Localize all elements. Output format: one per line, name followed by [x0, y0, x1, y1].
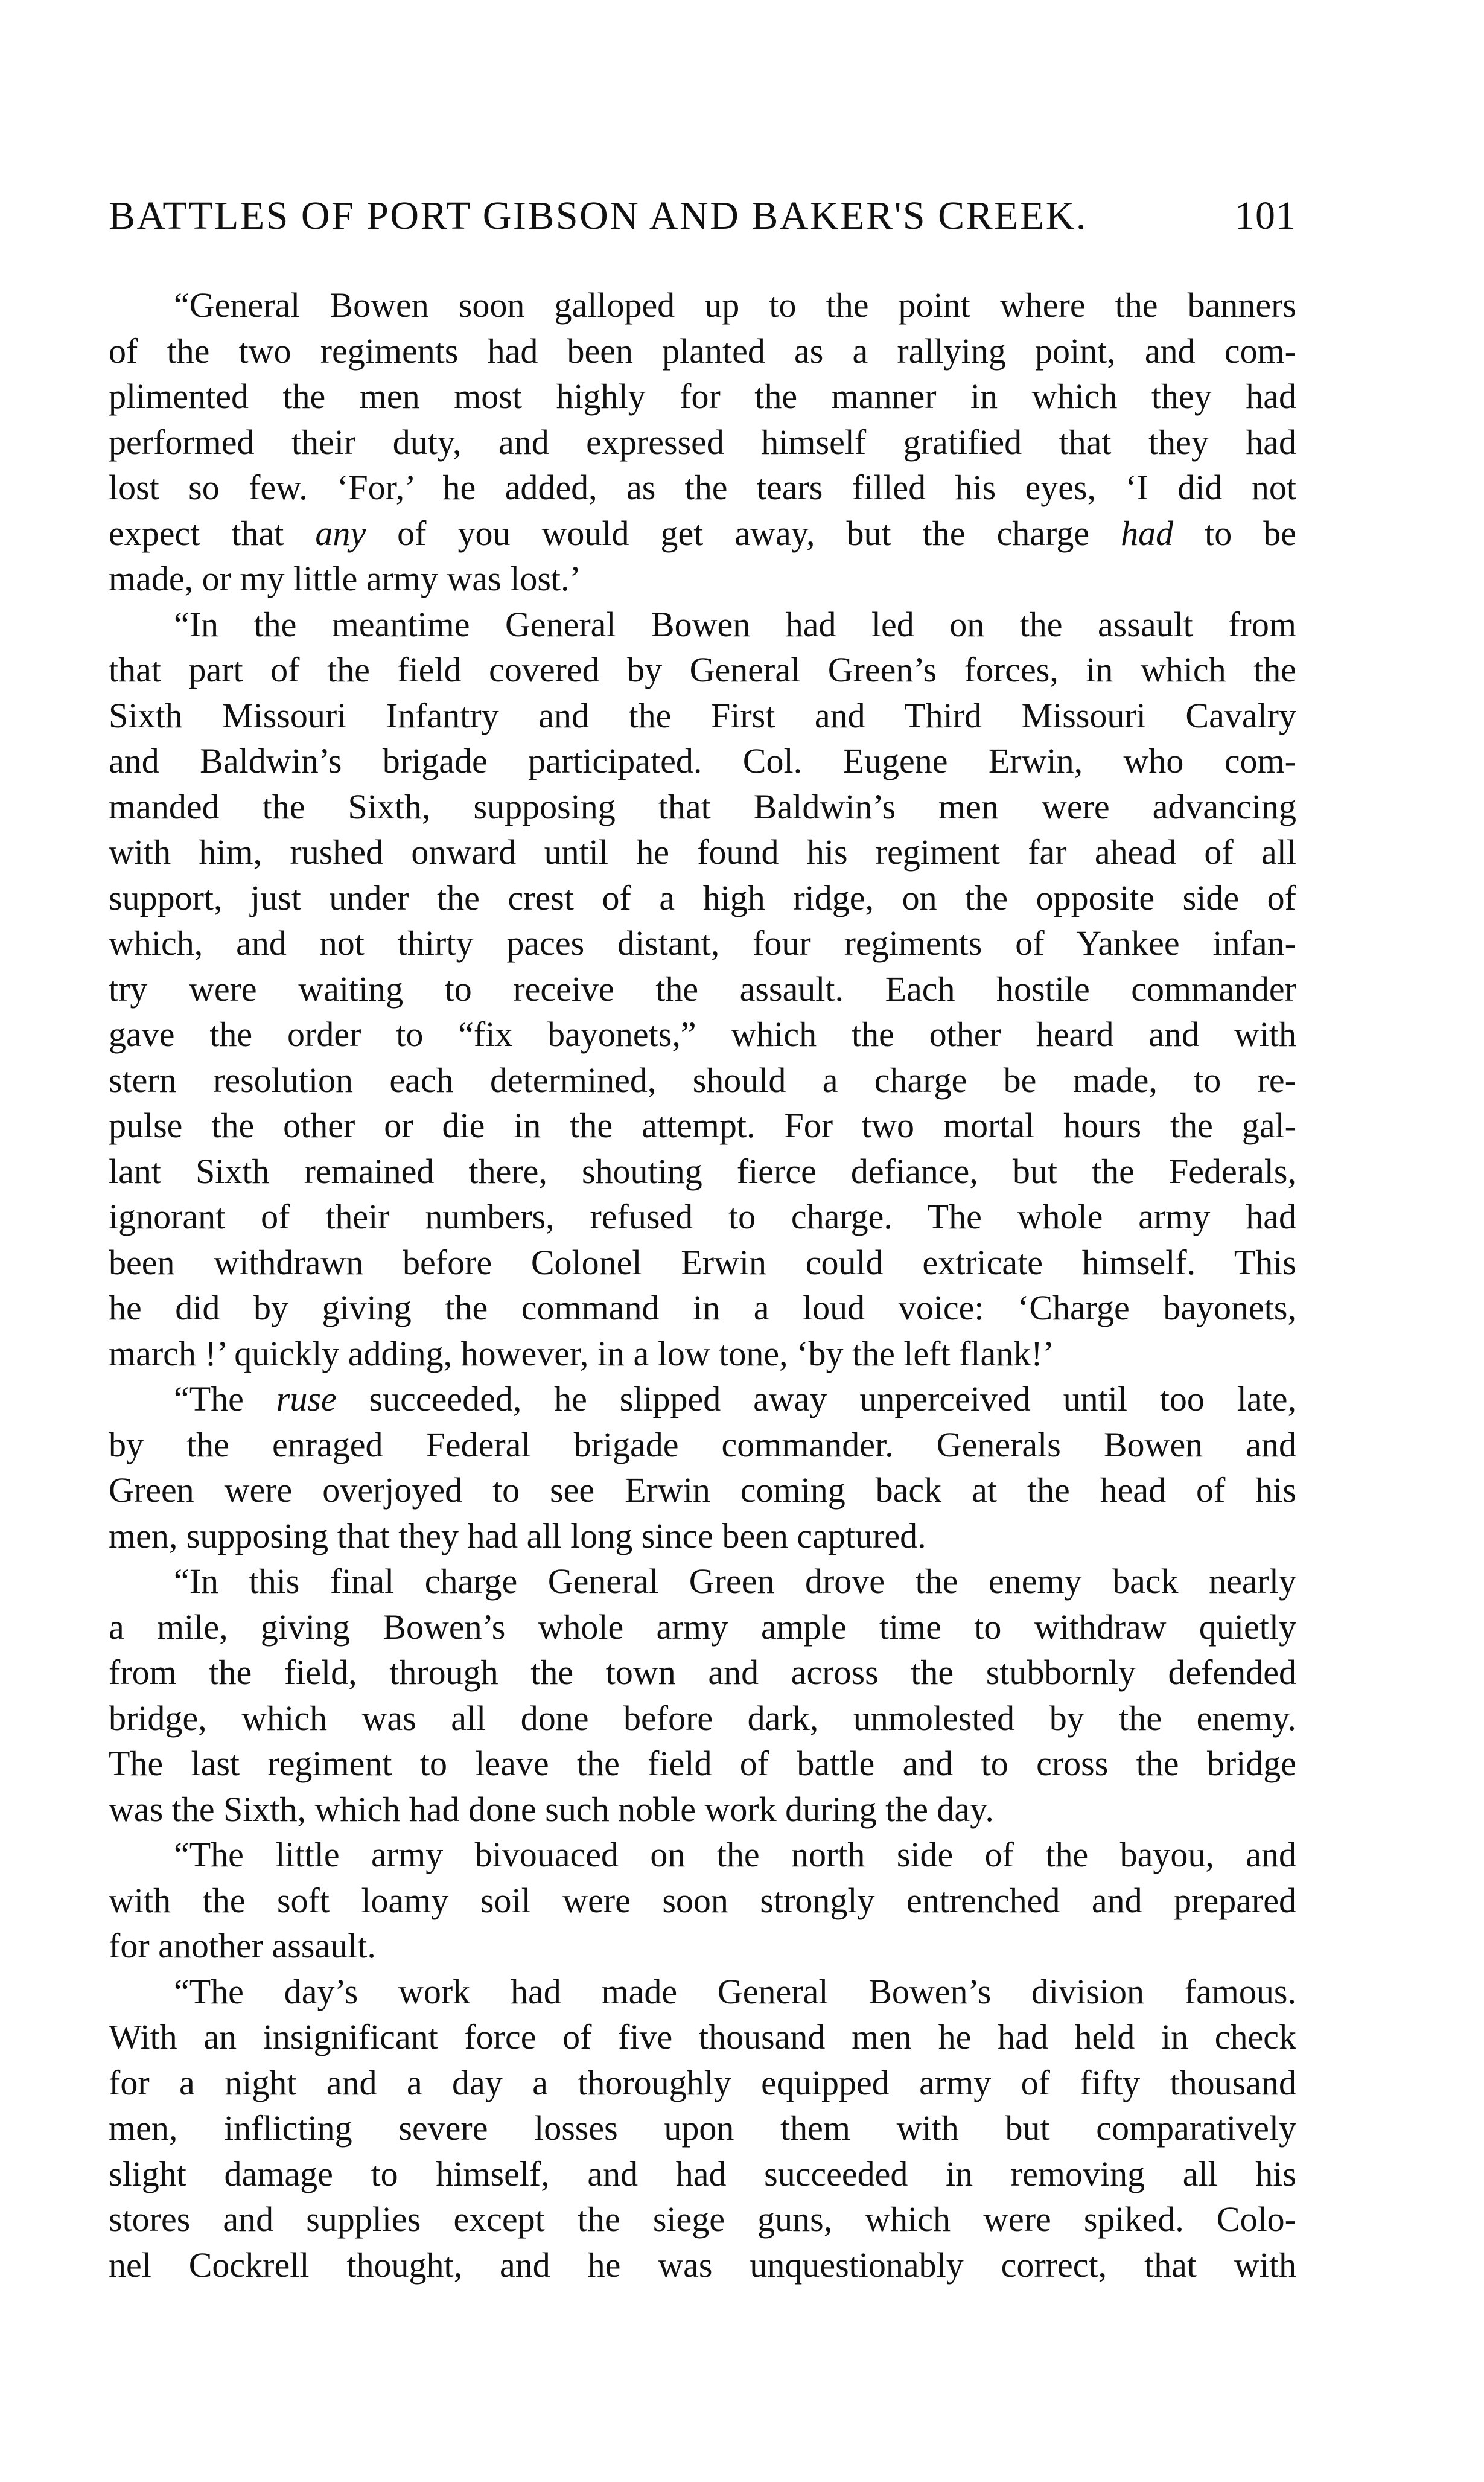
text-line: manded the Sixth, supposing that Baldwin’s men were advancing	[109, 786, 1296, 826]
text-line: men, inflicting severe losses upon them with but comparatively	[109, 2108, 1296, 2148]
italic-emphasis: ruse	[276, 1379, 337, 1418]
text-line: “The little army bivouaced on the north side of the bayou, and	[174, 1835, 1296, 1874]
text-line: stern resolution each determined, should a charge be made, to re-	[109, 1060, 1296, 1100]
text-line: for a night and a day a thoroughly equipped army of fifty thousand	[109, 2062, 1296, 2102]
text-line: “In the meantime General Bowen had led on the assault from	[174, 604, 1296, 644]
text-line: support, just under the crest of a high ridge, on the opposite side of	[109, 878, 1296, 917]
text-line: slight damage to himself, and had succeeded in removing all his	[109, 2154, 1296, 2193]
text-line: Green were overjoyed to see Erwin coming back at the head of his	[109, 1470, 1296, 1510]
text-line: “The day’s work had made General Bowen’s division famous.	[174, 1971, 1296, 2011]
italic-emphasis: any	[315, 513, 366, 553]
body-text	[109, 282, 1296, 2288]
text-line: performed their duty, and expressed himself gratified that they had	[109, 422, 1296, 462]
text-line: The last regiment to leave the field of battle and to cross the bridge	[109, 1744, 1296, 1783]
paragraph	[109, 1969, 1296, 2288]
text-line: “General Bowen soon galloped up to the point where the banners	[174, 286, 1296, 325]
paragraph	[109, 1558, 1296, 1832]
running-head	[109, 192, 1296, 240]
text-line: he did by giving the command in a loud voice: ‘Charge bayonets,	[109, 1288, 1296, 1327]
text-line: With an insignificant force of five thousand men he had held in check	[109, 2017, 1296, 2056]
text-line: gave the order to “fix bayonets,” which the other heard and with	[109, 1015, 1296, 1054]
text-line: a mile, giving Bowen’s whole army ample time to withdraw quietly	[109, 1607, 1296, 1647]
text-line: expect that any of you would get away, but the charge had to be	[109, 513, 1296, 553]
paragraph	[109, 1376, 1296, 1558]
text-line: which, and not thirty paces distant, four regiments of Yankee infan-	[109, 924, 1296, 963]
text-line: lant Sixth remained there, shouting fierce defiance, but the Federals,	[109, 1151, 1296, 1191]
text-line: nel Cockrell thought, and he was unquestionably correct, that with	[109, 2245, 1296, 2285]
page-number: 101	[1235, 194, 1296, 238]
text-line: men, supposing that they had all long since been captured.	[109, 1516, 926, 1555]
text-line: lost so few. ‘For,’ he added, as the tears filled his eyes, ‘I did not	[109, 468, 1296, 507]
text-line: bridge, which was all done before dark, unmolested by the enemy.	[109, 1698, 1296, 1738]
text-line: that part of the field covered by General Green’s forces, in which the	[109, 650, 1296, 689]
text-line: try were waiting to receive the assault. Each hostile commander	[109, 969, 1296, 1009]
text-line: of the two regiments had been planted as a rallying point, and com-	[109, 331, 1296, 371]
text-line: was the Sixth, which had done such noble work during the day.	[109, 1789, 994, 1829]
text-line: for another assault.	[109, 1926, 376, 1965]
text-line: with him, rushed onward until he found his regiment far ahead of all	[109, 832, 1296, 872]
text-line: made, or my little army was lost.’	[109, 559, 581, 598]
text-line: been withdrawn before Colonel Erwin could extricate himself. This	[109, 1242, 1296, 1282]
text-line: plimented the men most highly for the manner in which they had	[109, 377, 1296, 416]
text-line: with the soft loamy soil were soon strongly entrenched and prepared	[109, 1880, 1296, 1920]
italic-emphasis: had	[1121, 513, 1174, 553]
text-line: pulse the other or die in the attempt. For two mortal hours the gal-	[109, 1106, 1296, 1145]
text-line: stores and supplies except the siege guns, which were spiked. Colo-	[109, 2200, 1296, 2239]
text-line: by the enraged Federal brigade commander. Generals Bowen and	[109, 1424, 1296, 1464]
paragraph	[109, 1832, 1296, 1969]
text-line: ignorant of their numbers, refused to charge. The whole army had	[109, 1197, 1296, 1236]
chapter-title: BATTLES OF PORT GIBSON AND BAKER'S CREEK.	[109, 194, 1088, 238]
text-line: and Baldwin’s brigade participated. Col. Eugene Erwin, who com-	[109, 741, 1296, 780]
text-line: “In this final charge General Green drove the enemy back nearly	[174, 1562, 1296, 1601]
paragraph	[109, 602, 1296, 1377]
text-line: “The ruse succeeded, he slipped away unperceived until too late,	[174, 1379, 1296, 1418]
text-line: march !’ quickly adding, however, in a low tone, ‘by the left flank!’	[109, 1333, 1054, 1373]
paragraph	[109, 282, 1296, 602]
text-line: Sixth Missouri Infantry and the First and Third Missouri Cavalry	[109, 695, 1296, 735]
text-line: from the field, through the town and across the stubbornly defended	[109, 1653, 1296, 1692]
